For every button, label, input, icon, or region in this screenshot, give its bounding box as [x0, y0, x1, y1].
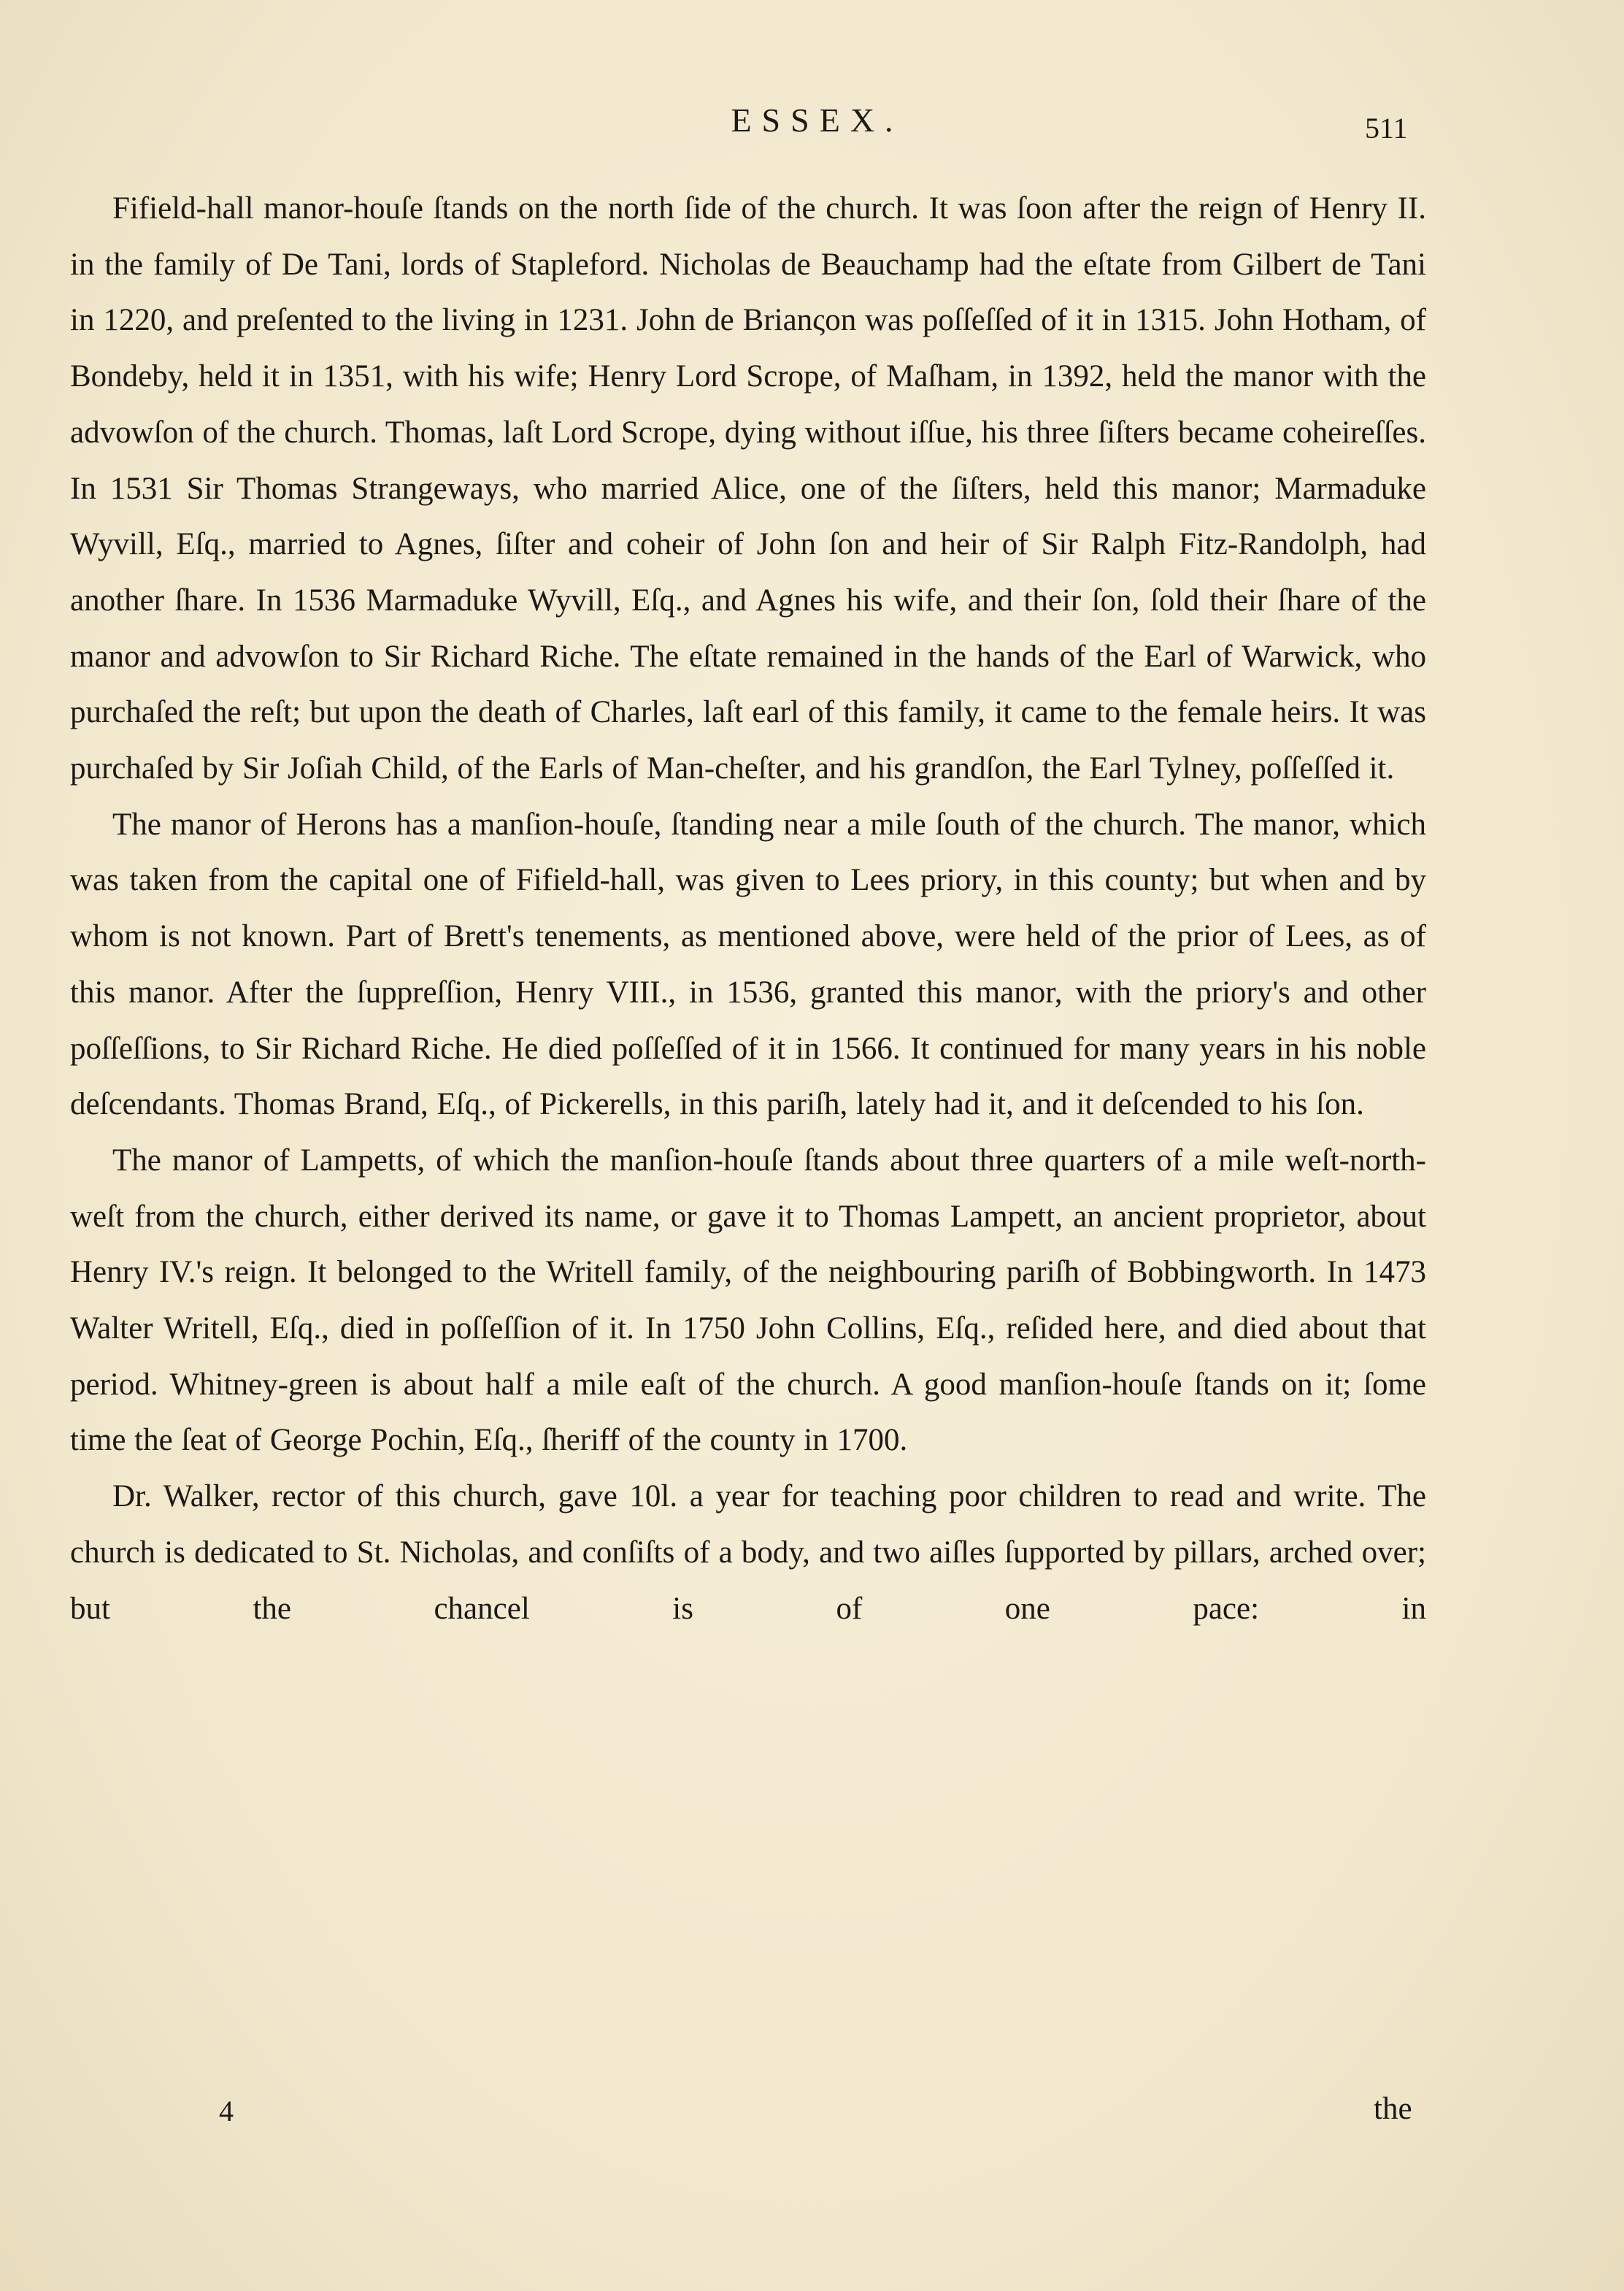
paragraph-church: Dr. Walker, rector of this church, gave 10l. a year for teaching poor children to read and write. The church is dedicated to St. Nicholas, and conſiſts of a body, and two aiſles ſupported by pillars, arched over; but the chancel is of one pace: in — [70, 1479, 1426, 1626]
paragraph-lampetts: The manor of Lampetts, of which the manſion-houſe ſtands about three quarters of a mile weſt-north-weſt from the church, either derived its name, or gave it to Thomas Lampett, an ancient proprietor, about Henry IV.'s reign. It belonged to the Writell family, of the neighbouring pariſh of Bobbingworth. In 1473 Walter Writell, Eſq., died in poſſeſſion of it. In 1750 John Collins, Eſq., reſided here, and died about that period. Whitney-green is about half a mile eaſt of the church. A good manſion-houſe ſtands on it; ſome time the ſeat of George Pochin, Eſq., ſheriff of the county in 1700. — [70, 1143, 1426, 1458]
catchword: the — [1374, 2092, 1412, 2126]
running-title: ESSEX. — [731, 101, 904, 139]
page-number: 511 — [1365, 112, 1408, 145]
paragraph-fifield-hall: Fifield-hall manor-houſe ſtands on the north ſide of the church. It was ſoon after the reign of Henry II. in the family of De Tani, lords of Stapleford. Nicholas de Beauchamp had the eſtate from Gilbert de Tani in 1220, and preſented to the living in 1231. John de Brianςon was poſſeſſed of it in 1315. John Hotham, of Bondeby, held it in 1351, with his wife; Henry Lord Scrope, of Maſham, in 1392, held the manor with the advowſon of the church. Thomas, laſt Lord Scrope, dying without iſſue, his three ſiſters became coheireſſes. In 1531 Sir Thomas Strangeways, who married Alice, one of the ſiſters, held this manor; Marmaduke Wyvill, Eſq., married to Agnes, ſiſter and coheir of John ſon and heir of Sir Ralph Fitz-Randolph, had another ſhare. In 1536 Marmaduke Wyvill, Eſq., and Agnes his wife, and their ſon, ſold their ſhare of the manor and advowſon to Sir Richard Riche. The eſtate remained in the hands of the Earl of Warwick, who purchaſed the reſt; but upon the death of Charles, laſt earl of this family, it came to the female heirs. It was purchaſed by Sir Joſiah Child, of the Earls of Man-cheſter, and his grandſon, the Earl Tylney, poſſeſſed it. — [70, 191, 1426, 786]
signature-mark: 4 — [219, 2095, 234, 2127]
body-text — [70, 181, 1426, 1637]
page-footer — [0, 2094, 1624, 2138]
running-head — [0, 101, 1624, 145]
paragraph-herons: The manor of Herons has a manſion-houſe, ſtanding near a mile ſouth of the church. The manor, which was taken from the capital one of Fifield-hall, was given to Lees priory, in this county; but when and by whom is not known. Part of Brett's tenements, as mentioned above, were held of the prior of Lees, as of this manor. After the ſuppreſſion, Henry VIII., in 1536, granted this manor, with the priory's and other poſſeſſions, to Sir Richard Riche. He died poſſeſſed of it in 1566. It continued for many years in his noble deſcendants. Thomas Brand, Eſq., of Pickerells, in this pariſh, lately had it, and it deſcended to his ſon. — [70, 807, 1426, 1122]
